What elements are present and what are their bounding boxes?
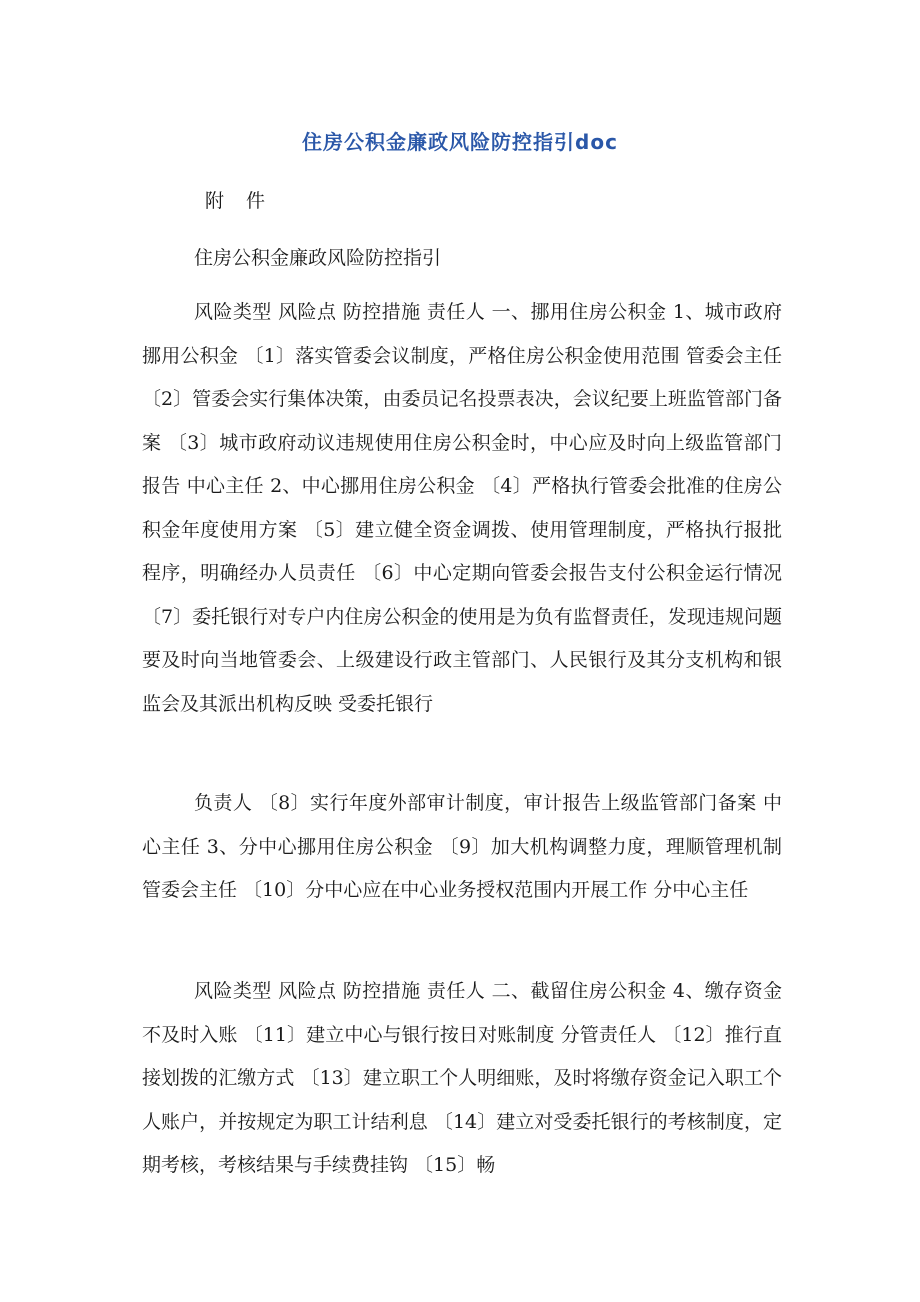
body-paragraph: 负责人 〔8〕实行年度外部审计制度，审计报告上级监管部门备案 中心主任 3、分中心挪用住房公积金 〔9〕加大机构调整力度，理顺管理机制 管委会主任 〔10〕分中心应在中心业务授权范围内开展工作 分中心主任 [142,792,782,901]
body-paragraph: 风险类型 风险点 防控措施 责任人 二、截留住房公积金 4、缴存资金不及时入账 〔11〕建立中心与银行按日对账制度 分管责任人 〔12〕推行直接划拨的汇缴方式 〔13〕建立职工个人明细账，及时将缴存资金记入职工个人账户，并按规定为职工计结利息 〔14〕建立对受委托银行的考核制度，定期考核，考核结果与手续费挂钩 〔15〕畅 [142,980,782,1176]
attachment-label: 附 件 [205,190,274,212]
document-title: 住房公积金廉政风险防控指引doc [302,130,618,154]
body-paragraph: 风险类型 风险点 防控措施 责任人 一、挪用住房公积金 1、城市政府挪用公积金 〔1〕落实管委会议制度，严格住房公积金使用范围 管委会主任 〔2〕管委会实行集体决策，由委员记名投票表决，会议纪要上班监管部门备案 〔3〕城市政府动议违规使用住房公积金时，中心应及时向上级监管部门报告 中心主任 2、中心挪用住房公积金 〔4〕严格执行管委会批准的住房公积金年度使用方案 〔5〕建立健全资金调拨、使用管理制度，严格执行报批程序，明确经办人员责任 〔6〕中心定期向管委会报告支付公积金运行情况 〔7〕委托银行对专户内住房公积金的使用是为负有监督责任，发现违规问题要及时向当地管委会、上级建设行政主管部门、人民银行及其分支机构和银监会及其派出机构反映 受委托银行 [142,301,782,715]
document-subtitle: 住房公积金廉政风险防控指引 [194,247,442,269]
